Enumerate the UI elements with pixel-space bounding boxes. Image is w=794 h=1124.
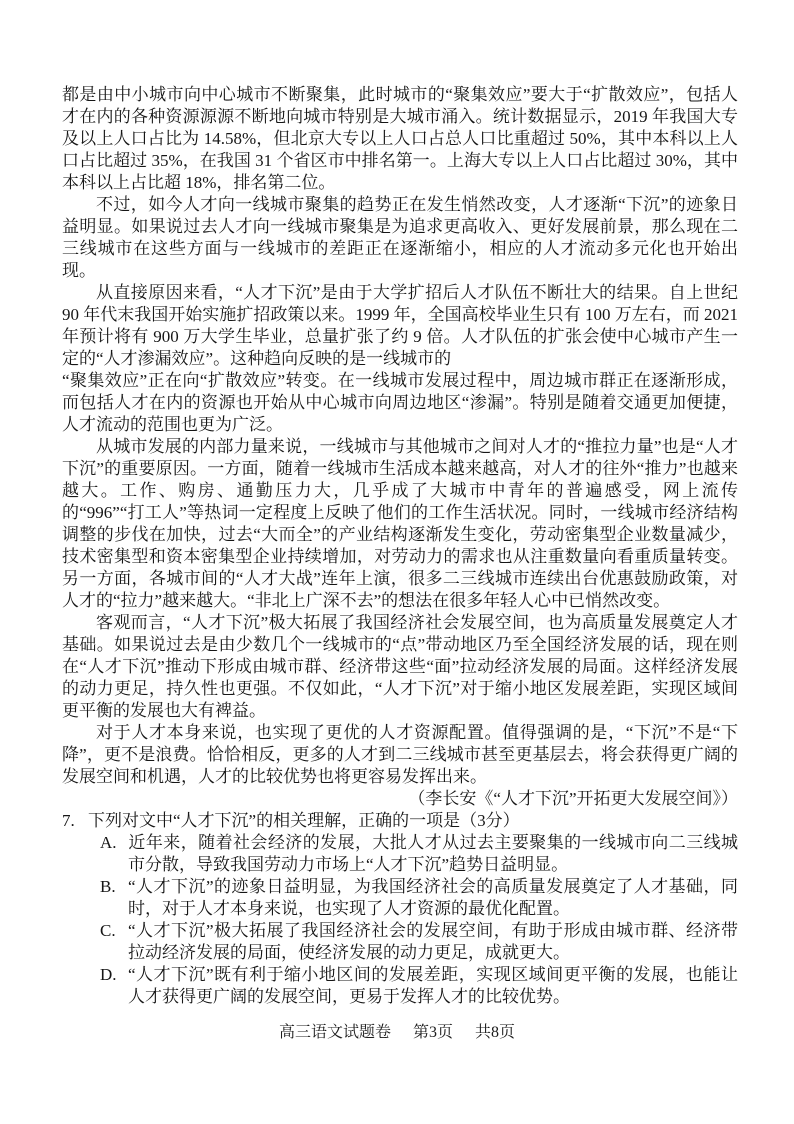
passage-paragraph: 对于人才本身来说，也实现了更优的人才资源配置。值得强调的是，“下沉”不是“下降”，更不是浪费。恰恰相反，更多的人才到二三线城市甚至更基层去，将会获得更广阔的发展空间和机遇，人才的比较优势也将更容易发挥出来。 xyxy=(62,723,738,786)
passage-attribution: （李长安《“人才下沉”开拓更大发展空间》） xyxy=(408,789,738,808)
passage-paragraph: 从直接原因来看，“人才下沉”是由于大学扩招后人才队伍不断壮大的结果。自上世纪 90 年代末我国开始实施扩招政策以来。1999 年，全国高校毕业生只有 100 万左右，而 2021 年预计将有 900 万大学生毕业，总量扩张了约 9 倍。人才队伍的扩张会使中心城市产生一定的“人才渗漏效应”。这种趋向反映的是一线城市的 xyxy=(62,283,738,368)
option-c-text: “人才下沉”极大拓展了我国经济社会的发展空间，有助于形成由城市群、经济带拉动经济发展的局面，使经济发展的动力更足，成就更大。 xyxy=(128,921,738,962)
page-footer xyxy=(0,1022,794,1044)
option-d-text: “人才下沉”既有利于缩小地区间的发展差距，实现区域间更平衡的发展，也能让人才获得更广阔的发展空间，更易于发挥人才的比较优势。 xyxy=(128,965,738,1006)
passage-paragraph: 都是由中小城市向中心城市不断聚集，此时城市的“聚集效应”要大于“扩散效应”，包括人才在内的各种资源源源不断地向城市特别是大城市涌入。统计数据显示，2019 年我国大专及以上人口占比为 14.58%，但北京大专以上人口占总人口比重超过 50%，其中本科以上人口占比超过 35%，在我国 31 个省区市中排名第一。上海大专以上人口占比超过 30%，其中本科以上占比超 18%，排名第二位。 xyxy=(62,85,738,192)
option-d-label: D. xyxy=(100,965,117,984)
passage-paragraph: 不过，如今人才向一线城市聚集的趋势正在发生悄然改变，人才逐渐“下沉”的迹象日益明显。如果说过去人才向一线城市聚集是为追求更高收入、更好发展前景，那么现在二三线城市在这些方面与一线城市的差距正在逐渐缩小，相应的人才流动多元化也开始出现。 xyxy=(62,195,738,280)
option-a-text: 近年来，随着社会经济的发展，大批人才从过去主要聚集的一线城市向二三线城市分散，导致我国劳动力市场上“人才下沉”趋势日益明显。 xyxy=(128,833,738,874)
footer-total-pages: 共8页 xyxy=(475,1024,516,1041)
question-number: 7. xyxy=(62,811,75,830)
question-stem-text: 下列对文中“人才下沉”的相关理解，正确的一项是（3分） xyxy=(88,811,520,830)
question-option-b xyxy=(100,876,738,920)
footer-page-number: 第3页 xyxy=(412,1024,453,1041)
question-option-a xyxy=(100,832,738,876)
passage-paragraph: 客观而言，“人才下沉”极大拓展了我国经济社会发展空间，也为高质量发展奠定人才基础。如果说过去是由少数几个一线城市的“点”带动地区乃至全国经济发展的话，现在则在“人才下沉”推动下形成由城市群、经济带这些“面”拉动经济发展的局面。这样经济发展的动力更足，持久性也更强。不仅如此，“人才下沉”对于缩小地区发展差距，实现区域间更平衡的发展也大有裨益。 xyxy=(62,613,738,720)
question-option-d xyxy=(100,964,738,1008)
passage-paragraph: “聚集效应”正在向“扩散效应”转变。在一线城市发展过程中，周边城市群正在逐渐形成，而包括人才在内的资源也开始从中心城市向周边地区“渗漏”。特别是随着交通更加便捷，人才流动的范围也更为广泛。 xyxy=(62,371,738,434)
option-a-label: A. xyxy=(100,833,117,852)
question-7 xyxy=(62,810,738,1008)
passage-paragraph: 从城市发展的内部力量来说，一线城市与其他城市之间对人才的“推拉力量”也是“人才下沉”的重要原因。一方面，随着一线城市生活成本越来越高，对人才的往外“推力”也越来越大。工作、购房、通勤压力大，几乎成了大城市中青年的普遍感受，网上流传的“996”“打工人”等热词一定程度上反映了他们的工作生活状况。同时，一线城市经济结构调整的步伐在加快，过去“大而全”的产业结构逐渐发生变化，劳动密集型企业数量减少，技术密集型和资本密集型企业持续增加，对劳动力的需求也从注重数量向看重质量转变。另一方面，各城市间的“人才大战”连年上演，很多二三线城市连续出台优惠鼓励政策，对人才的“拉力”越来越大。“非北上广深不去”的想法在很多年轻人心中已悄然改变。 xyxy=(62,437,738,610)
option-b-label: B. xyxy=(100,877,116,896)
question-option-c xyxy=(100,920,738,964)
option-b-text: “人才下沉”的迹象日益明显，为我国经济社会的高质量发展奠定了人才基础，同时，对于人才本身来说，也实现了人才资源的最优化配置。 xyxy=(128,877,738,918)
footer-exam-title: 高三语文试题卷 xyxy=(278,1024,391,1041)
option-c-label: C. xyxy=(100,921,116,940)
page-content xyxy=(62,84,738,1008)
question-stem xyxy=(62,810,738,832)
